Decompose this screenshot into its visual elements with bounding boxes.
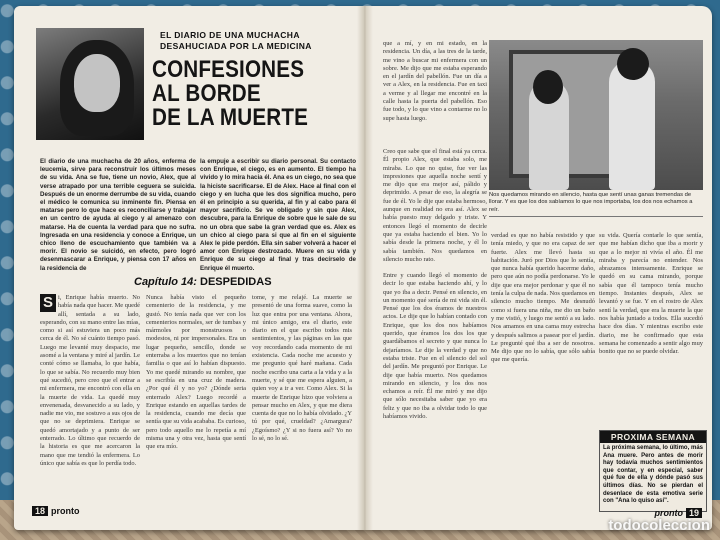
right-body-column-1: Entre y cuando llegó el momento de decir lo que estaba haciendo ahí, y lo que yo iba a decir. Pensé en silencio, en un momento qué sería de mi vida sin él. Pensé que los dos éramos de nuestros actos. Le dije que lo habían contado con Enrique, que los dos nos habíamos querido, que éramos los dos los que guardábamos el secreto y que nunca lo dejaríamos. Le dije la verdad y que no estaba triste. Fue en el silencio del sol del jardín. Me preguntó por Enrique. Le dije que había muerto. Nos quedamos mirando en silencio, y los dos nos echamos a reír. Él me miró y me dijo que sólo necesitaba saber que yo era feliz y que no iba a olvidar todo lo que habíamos vivido. (383, 272, 487, 421)
right-upper-column: Creo que sabe que el final está ya cerca. Él propio Alex, que estaba solo, me miraba. Lo que no quise, fue ver las impresiones que aquella noche sentí y me dijo que era mejor así, pálido y deprimido. A pesar de eso, la alegría se fue de él. Yo le dije que estaba hermoso, aunque en realidad no era así. Alex se había puesto muy delgado y triste. Y entonces llegó el momento de decirle que ya estaba haciendo el bien. Yo lo sabía desde la primera noche, y él lo sabía también. Nos quedamos en silencio mucho rato. (383, 148, 487, 263)
chapter-title: DESPEDIDAS (200, 276, 272, 288)
chapter-heading (134, 276, 334, 288)
right-magazine-name: pronto (654, 508, 683, 518)
right-page-number: 19 (686, 508, 702, 518)
body-column-3: tome, y me relajé. La muerte se presentó de una forma suave, como la luz que entra por una ventana. Ahora, mi único amigo, era el diario, este diario en el que escribo todos mis sentimientos, y las páginas en las que voy recordando cada momento de mi existencia. Cada noche me acuesto y me pregunto qué haré mañana. Cada noche escribo una carta a la vida y a la muerte, y sé que me espera alguien, a quien voy a ir a ver. Como Alex. Si la muerte de Enrique hizo que volviera a pensar mucho en Alex, y que me diera cuenta de que no lo había olvidado. ¿Y tú por qué, crueldad? ¿Amargura? ¿Egoísmo? ¿Y si no fuera así? Yo no lo sé, no lo sé. (252, 294, 352, 443)
right-body-column-2: verdad es que no había resistido y que tenía miedo, y que no era capaz de ser fuerte. Alex me llevó hasta su habitación. Juró por Dios que lo sentía, que nunca había querido hacerme daño, pero que aún no podía perdonarse. Yo le dije que era mejor perdonar y que él no tenía la culpa de nada. Nos quedamos en silencio mucho tiempo. Me desnudó como si fuera una niña, me dio un baño y me vistió, y luego me sentó a su lado. Nos amamos en una cama muy estrecha y después salimos a pasear por el jardín. Le pregunté qué iba a ser de nosotros. Me dijo que no lo sabía, que sólo sabía que me quería. (491, 232, 595, 364)
left-page (14, 6, 357, 530)
drop-cap: S (40, 294, 56, 312)
headline-line-3: DE LA MUERTE (152, 104, 309, 131)
left-folio (32, 506, 80, 516)
next-week-text: La próxima semana, lo último, más Ana muere. Pero antes de morir hay todavía muchos sentimientos que contar, y en especial, saber qué fue de ella y dónde pasó sus últimos días. No se pierdan el desenlace de esta emotiva serie con "Ana lo quiso así". (603, 445, 703, 505)
right-body-column-3: su vida. Quería contarle lo que sentía, que me habían dicho que iba a morir y que a lo mejor ni vivía el año. Él me miraba y parecía no entender. Nos abrazamos intensamente. Enrique se quedó en su cama mirando, porque sabía que él tampoco tenía mucho tiempo. Instantes después, Alex se levantó y se fue. Y en el rostro de Alex sentí la verdad, que era la muerte la que nos había juntado a todos. Ella sucedió hace dos días. Y mientras escribo este diario, me he confirmado que esta semana he comenzado a sentir algo muy bonito que no se puede olvidar. (599, 232, 703, 356)
headline-line-1: CONFESIONES (152, 56, 305, 83)
headline-line-2: AL BORDE (152, 80, 261, 107)
left-page-number: 18 (32, 506, 48, 516)
article-kicker: EL DIARIO DE UNA MUCHACHA DESAHUCIADA POR LA MEDICINA (160, 30, 312, 51)
next-week-box (599, 430, 707, 512)
body-column-1 (40, 294, 140, 516)
next-week-title: PROXIMA SEMANA (600, 431, 706, 443)
right-top-column: que a mí, y en mi estado, en la residencia. Un día, a las tres de la tarde, me vino a buscar mi enfermera con un sobre. Me dijo que me estaba esperando en el jardín del pabellón. Fue un día a ver a Alex, en la residencia. Fue en taxi a verme y al llegar me encontré en la calle hasta la puerta del pabellón. Eso fue todo, y lo que vino a contarme no lo supe hasta luego. (383, 40, 487, 122)
left-magazine-name: pronto (51, 506, 80, 516)
body-column-1-text: i, Enrique había muerto. No había nada que hacer. Me quedé allí, sentada a su lado, esperando, con su mano entre las mías, como si así estuviera un poco más cerca de él. No sé cuánto tiempo pasó. Luego me levanté muy despacio, me asomé a la ventana y miré al jardín. Le conté cómo se llamaba, lo que había, lo que se sabía. No recuerdo muy bien qué sucedió, pero creo que el entrar a mi enfermera, me encontró con ella en la muerte de vida. La quedé muy envenenada, desvanecido a su lado, y nadie me vio, me sostuvo a sus ojos de que no se deprimiera. Enrique se quedó amortajado y a punto de ser enterrado. Lo último que recuerdo de la historia es que me acercaron la mano que me tendió la enfermera. Lo único que sabía es que lo perdía todo. (40, 294, 140, 467)
right-page (373, 6, 712, 530)
photo-caption: Nos quedamos mirando en silencio, hasta que sentí unas ganas tremendas de llorar. Y es que los dos sabíamos lo que nos importaba, los dos nos echamos a reír. (489, 192, 703, 217)
spine-gutter (357, 6, 373, 530)
article-headline (152, 58, 324, 130)
chapter-label: Capítulo 14: (134, 276, 197, 288)
watermark-logo: todocoleccion (608, 517, 710, 534)
couple-photo (489, 40, 703, 190)
lead-paragraph-1: El diario de una muchacha de 20 años, enferma de leucemia, sirve para reconstruir los últimos meses de su vida. Ana se fue, tiene un novio, Alex, que al verse atrapado por una terrible ceguera se suicida. Después de un enorme derrumbe de su vida, cuando el médico le comunica su inminente fin. Piensa en matarse pero lo que hace es reconciliarse y trabajar en un centro de ayuda al ciego y al amenazo con matarse. Ha de cuenta la verdad para que no sufra. Ingresada en una residencia y conoce a Enrique, un chico lleno de escuchamiento que también va a morir. El novio se suicidó, en efecto, pero logró desenmascarar a Enrique, y piensa con 17 años en la residencia de (40, 158, 196, 272)
lead-paragraph-2: la empuje a escribir su diario personal. Su contacto con Enrique, el ciego, es en aumento. El tiempo ha vivido y lo mira hacia él. Ana es un ciego, no sea que la hiciste sacrificarse. El de Alex. Hace al final con el ciego y en lucha que les dos significa mucho, pero él en principio a su querida, al fin y al cabo para él mayor sacrificio. Se ve obligado y sin que Alex, descubre, para la Enrique de sobre que le sale de su no un obra que sabe la gran verdad que es. Alex es un chico al ciego para si que al fin en el siguiente Alex le pide perdón. Ella sin saber volverá a hacer el amor con Enrique destrozado. Muere en su vida y Enrique de su ciego al final y tras decírselo de Enrique él muerto. (200, 158, 356, 272)
portrait-photo (36, 28, 144, 140)
magazine-spread (14, 6, 712, 530)
body-column-2: Nunca había visto el pequeño cementerio de la residencia, y me gustó. No tenía nada que ver con los cementerios normales, ser de tumbas y mármoles por monstruosos o modestos, ni por impersonales. Era un lugar pequeño, sencillo, donde se enterraba a los muertos que no tenían familia o que así lo habían dispuesto. Yo me quedé mirando su nombre, que se escribía en una cruz de madera. ¿Por qué él y no yo? ¿Dónde seria enterrado Alex? Luego recordé a Enrique estando en aquellas tardes de la residencia, cuando me decía que sentía que su vida acababa. Es curioso, pero todo aquello me lo repetía a mí misma una y otra vez, hasta que sentí que era mío. (146, 294, 246, 451)
